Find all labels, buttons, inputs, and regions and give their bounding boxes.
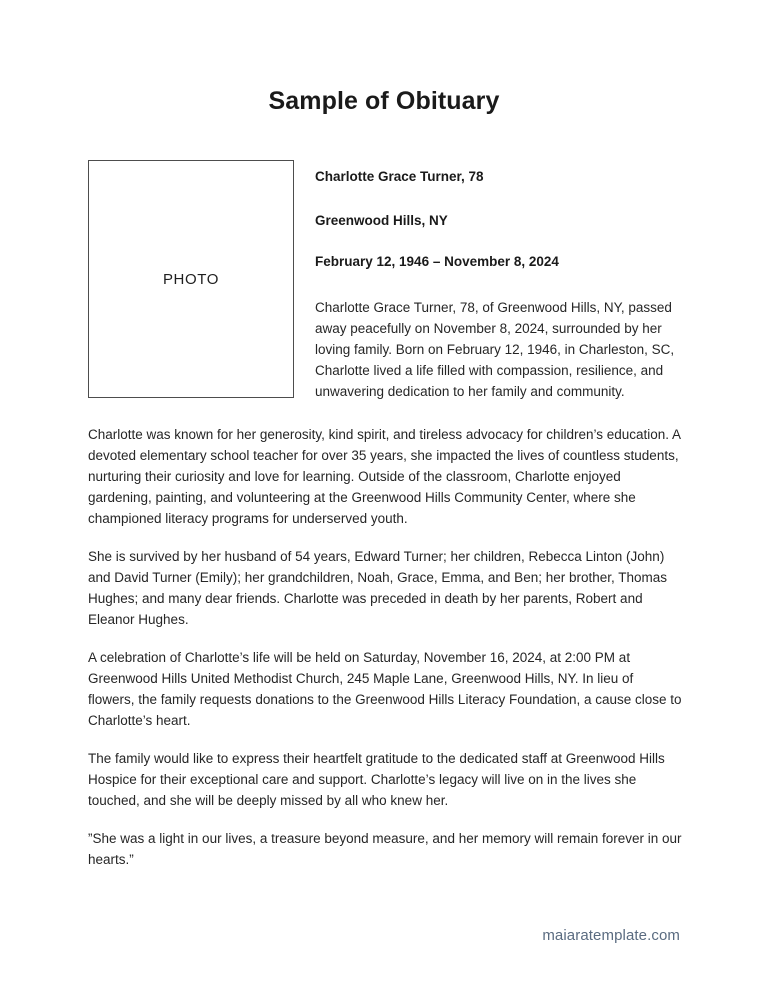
body-paragraph-gratitude: The family would like to express their heartfelt gratitude to the dedicated staff at Greenwood Hills Hospice for their exceptional care and support. Charlotte’s legacy will live on in the lives she touched, and she will be deeply missed by all who knew her. [88,751,665,808]
body-paragraph-quote: ”She was a light in our lives, a treasure beyond measure, and her memory will remain forever in our hearts.” [88,831,682,867]
header-section [88,160,680,402]
footer-watermark: maiaratemplate.com [542,927,680,944]
body-paragraph-survivors: She is survived by her husband of 54 years, Edward Turner; her children, Rebecca Linton (John) and David Turner (Emily); her grandchildren, Noah, Grace, Emma, and Ben; her brother, Thomas Hughes; and many dear friends. Charlotte was preceded in death by her parents, Robert and Eleanor Hughes. [88,549,668,627]
deceased-life-dates: February 12, 1946 – November 8, 2024 [315,254,559,270]
identity-block [294,160,680,402]
page-title: Sample of Obituary [268,87,500,115]
deceased-location: Greenwood Hills, NY [315,212,448,228]
photo-placeholder-box [88,160,294,398]
photo-placeholder-label: PHOTO [162,270,220,288]
deceased-name-age: Charlotte Grace Turner, 78 [315,169,484,184]
body-paragraph-tribute: Charlotte was known for her generosity, kind spirit, and tireless advocacy for children’s education. A devoted elementary school teacher for over 35 years, she impacted the lives of countless students, nurturing their curiosity and love for learning. Outside of the classroom, Charlotte enjoyed gardening, painting, and volunteering at the Greenwood Hills Community Center, where she championed literacy programs for underserved youth. [88,427,681,526]
body-paragraph-service: A celebration of Charlotte’s life will be held on Saturday, November 16, 2024, at 2:00 PM at Greenwood Hills United Methodist Church, 245 Maple Lane, Greenwood Hills, NY. In lieu of flowers, the family requests donations to the Greenwood Hills Literacy Foundation, a cause close to Charlotte’s heart. [88,650,682,728]
intro-paragraph: Charlotte Grace Turner, 78, of Greenwood Hills, NY, passed away peacefully on November 8, 2024, surrounded by her loving family. Born on February 12, 1946, in Charleston, SC, Charlotte lived a life filled with compassion, resilience, and unwavering dedication to her family and community. [315,299,675,399]
obituary-body [88,424,682,870]
